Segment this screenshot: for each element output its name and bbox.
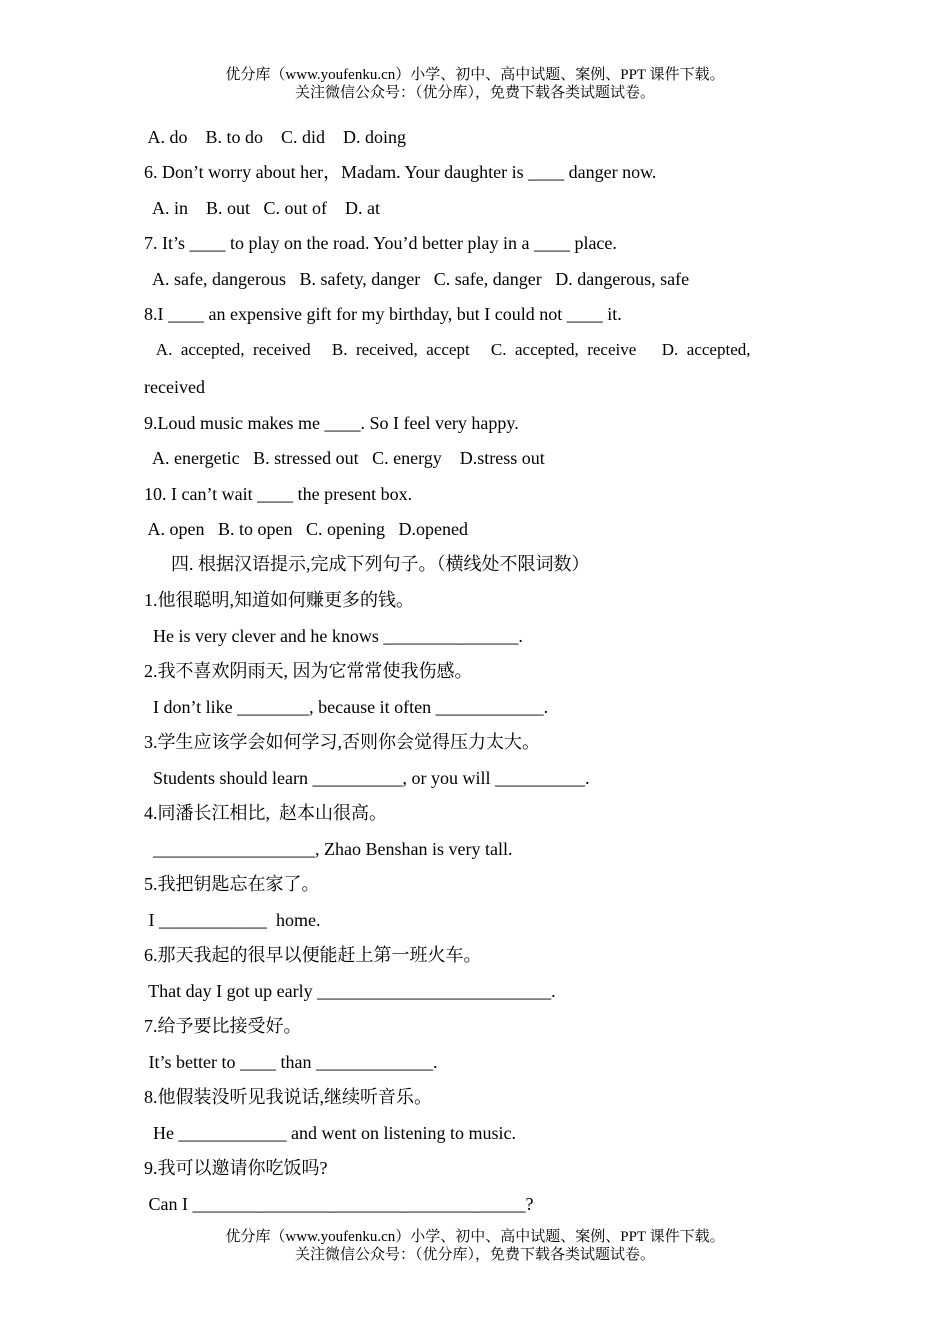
s7-chinese: 7.给予要比接受好。 (144, 1016, 302, 1036)
q7-options: A. safe, dangerous B. safety, danger C. safe, danger D. dangerous, safe (144, 269, 690, 289)
s3-english: Students should learn __________, or you will __________. (144, 768, 590, 788)
q9-options: A. energetic B. stressed out C. energy D.stress out (144, 448, 545, 468)
page-footer (0, 1228, 950, 1264)
q7-question: 7. It’s ____ to play on the road. You’d better play in a ____ place. (144, 233, 617, 253)
q6-options: A. in B. out C. out of D. at (144, 198, 381, 218)
q5-options: A. do B. to do C. did D. doing (144, 127, 407, 147)
s7-english: It’s better to ____ than _____________. (144, 1052, 438, 1072)
header-line-1: 优分库（www.youfenku.cn）小学、初中、高中试题、案例、PPT 课件下载。 (225, 67, 725, 83)
s8-english: He ____________ and went on listening to music. (144, 1123, 516, 1143)
page-header (0, 66, 950, 102)
s8-chinese: 8.他假装没听见我说话,继续听音乐。 (144, 1087, 432, 1107)
q10-options: A. open B. to open C. opening D.opened (144, 519, 468, 539)
header-line-2: 关注微信公众号：（优分库），免费下载各类试题试卷。 (294, 85, 655, 101)
s1-chinese: 1.他很聪明,知道如何赚更多的钱。 (144, 590, 414, 610)
q8-options-cont: received (144, 377, 205, 397)
s1-english: He is very clever and he knows _______________. (144, 626, 523, 646)
s3-chinese: 3.学生应该学会如何学习,否则你会觉得压力太大。 (144, 732, 540, 752)
s4-english: __________________, Zhao Benshan is very tall. (144, 839, 513, 859)
s2-chinese: 2.我不喜欢阴雨天, 因为它常常使我伤感。 (144, 661, 473, 681)
s9-chinese: 9.我可以邀请你吃饭吗? (144, 1158, 328, 1178)
s9-english: Can I _____________________________________? (144, 1194, 534, 1214)
s2-english: I don’t like ________, because it often ____________. (144, 697, 549, 717)
s6-chinese: 6.那天我起的很早以便能赶上第一班火车。 (144, 945, 482, 965)
q10-question: 10. I can’t wait ____ the present box. (144, 484, 413, 504)
q9-question: 9.Loud music makes me ____. So I feel very happy. (144, 413, 519, 433)
s6-english: That day I got up early __________________________. (144, 981, 556, 1001)
q6-question: 6. Don’t worry about her，Madam. Your daughter is ____ danger now. (144, 162, 657, 182)
footer-line-2: 关注微信公众号：（优分库），免费下载各类试题试卷。 (294, 1247, 655, 1263)
s5-chinese: 5.我把钥匙忘在家了。 (144, 874, 320, 894)
s5-english: I ____________ home. (144, 910, 321, 930)
q8-question: 8.I ____ an expensive gift for my birthday, but I could not ____ it. (144, 304, 622, 324)
footer-line-1: 优分库（www.youfenku.cn）小学、初中、高中试题、案例、PPT 课件下载。 (225, 1229, 725, 1245)
q8-options: A. accepted, received B. received, accept C. accepted, receive D. accepted, (144, 340, 751, 359)
s4-chinese: 4.同潘长江相比, 赵本山很高。 (144, 803, 387, 823)
section-four-heading: 四. 根据汉语提示,完成下列句子。（横线处不限词数） (144, 554, 590, 574)
